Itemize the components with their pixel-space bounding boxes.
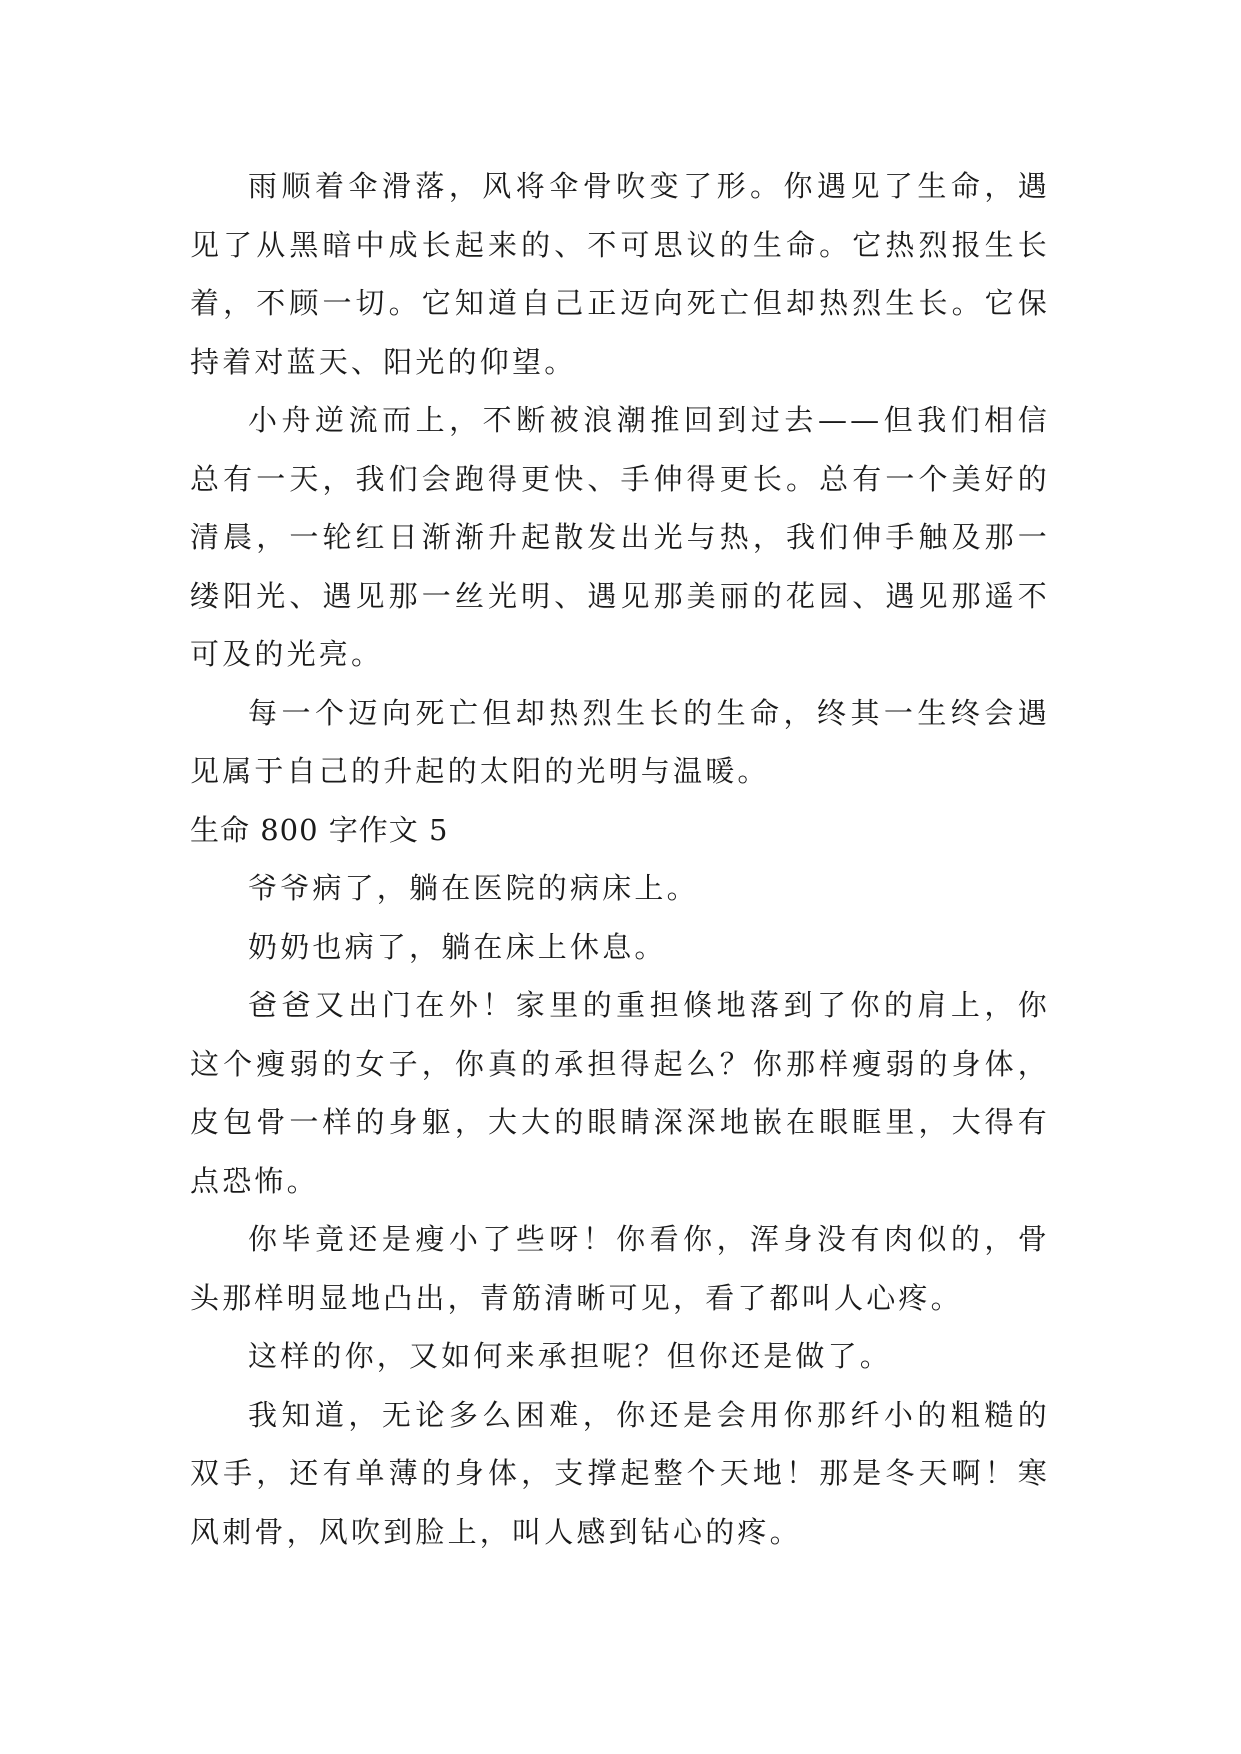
paragraph: 爷爷病了，躺在医院的病床上。: [248, 871, 699, 905]
section-heading: 生命 800 字作文 5: [190, 812, 449, 847]
paragraph: 爸爸又出门在外！家里的重担倏地落到了你的肩上，你这个瘦弱的女子，你真的承担得起么？你那样瘦弱的身体，皮包骨一样的身躯，大大的眼睛深深地嵌在眼眶里，大得有点恐怖。: [190, 988, 1050, 1198]
paragraph: 你毕竟还是瘦小了些呀！你看你，浑身没有肉似的，骨头那样明显地凸出，青筋清晰可见，看了都叫人心疼。: [190, 1222, 1050, 1315]
paragraph: 雨顺着伞滑落，风将伞骨吹变了形。你遇见了生命，遇见了从黑暗中成长起来的、不可思议的生命。它热烈报生长着，不顾一切。它知道自己正迈向死亡但却热烈生长。它保持着对蓝天、阳光的仰望。: [190, 169, 1050, 379]
paragraph: 小舟逆流而上，不断被浪潮推回到过去——但我们相信总有一天，我们会跑得更快、手伸得更长。总有一个美好的清晨，一轮红日渐渐升起散发出光与热，我们伸手触及那一缕阳光、遇见那一丝光明、遇见那美丽的花园、遇见那遥不可及的光亮。: [190, 403, 1050, 671]
paragraph: 每一个迈向死亡但却热烈生长的生命，终其一生终会遇见属于自己的升起的太阳的光明与温暖。: [190, 695, 1050, 788]
paragraph: 奶奶也病了，躺在床上休息。: [248, 929, 667, 964]
paragraph: 我知道，无论多么困难，你还是会用你那纤小的粗糙的双手，还有单薄的身体，支撑起整个天地！那是冬天啊！寒风刺骨，风吹到脸上，叫人感到钻心的疼。: [190, 1397, 1050, 1549]
document-body: [190, 157, 1050, 1561]
paragraph: 这样的你，又如何来承担呢？但你还是做了。: [248, 1339, 893, 1373]
